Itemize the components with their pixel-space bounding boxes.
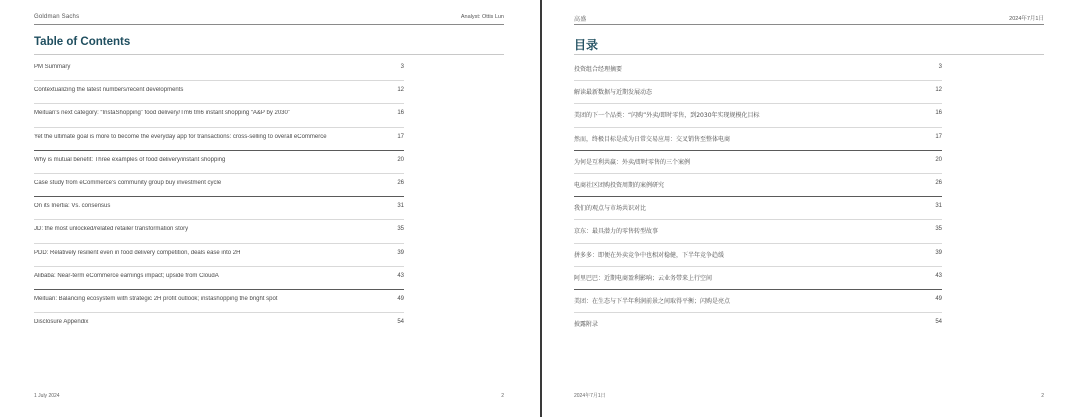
toc-item-label: 我们的观点与市场共识对比 bbox=[574, 205, 647, 213]
toc-item-label: 京东：最具潜力的零售转型故事 bbox=[574, 228, 659, 236]
toc-item-label: Meituan: Balancing ecosystem with strategic 2H profit outlook; instashopping the bright spot bbox=[34, 295, 278, 302]
toc-item-label: 然而，终极目标是成为日常交易应用：交叉销售至整体电商 bbox=[574, 135, 731, 143]
toc-item[interactable] bbox=[34, 151, 404, 174]
toc-item-page: 54 bbox=[397, 319, 404, 326]
header-date: 2024年7月1日 bbox=[1009, 16, 1044, 22]
toc-item[interactable] bbox=[34, 128, 404, 151]
header-rule bbox=[574, 24, 1044, 25]
toc-item[interactable] bbox=[34, 197, 404, 220]
toc-item[interactable] bbox=[34, 81, 404, 104]
toc-item-label: Alibaba: Near-term eCommerce earnings impact; upside from CloudA bbox=[34, 272, 219, 279]
toc-item-page: 49 bbox=[397, 295, 404, 302]
toc-item-page: 31 bbox=[397, 203, 404, 210]
footer-page-number: 2 bbox=[1041, 393, 1044, 399]
toc-item-label: 为何是互利共赢：外卖/即时零售的三个案例 bbox=[574, 158, 691, 166]
toc-item-label: Disclosure Appendix bbox=[34, 319, 89, 326]
toc-item-label: 美团：在生态与下半年利润前景之间取得平衡；闪购是亮点 bbox=[574, 297, 731, 305]
toc-item-page: 26 bbox=[397, 179, 404, 186]
footer-page-number: 2 bbox=[501, 393, 504, 399]
toc-item-page: 31 bbox=[935, 203, 942, 210]
toc-item[interactable] bbox=[34, 267, 404, 290]
toc-item-page: 39 bbox=[397, 249, 404, 256]
toc-item-label: 拼多多：即便在外卖竞争中也相对稳健，下半年竞争趋缓 bbox=[574, 251, 725, 259]
toc-item[interactable] bbox=[574, 220, 942, 243]
toc-item-page: 12 bbox=[397, 87, 404, 94]
toc-item[interactable] bbox=[34, 58, 404, 81]
toc-item[interactable] bbox=[574, 290, 942, 313]
toc-item[interactable] bbox=[574, 151, 942, 174]
toc-item-label: Case study from eCommerce's community group buy investment cycle bbox=[34, 179, 222, 186]
toc-item-page: 12 bbox=[935, 87, 942, 94]
toc-item-label: On its Inertia: Vs. consensus bbox=[34, 203, 111, 210]
toc-item-page: 49 bbox=[935, 295, 942, 302]
toc-item-page: 17 bbox=[935, 133, 942, 140]
toc-item-label: 电商社区团购投资周期的案例研究 bbox=[574, 181, 665, 189]
toc-item[interactable] bbox=[34, 220, 404, 243]
toc-item-page: 3 bbox=[400, 64, 404, 70]
toc-item-page: 26 bbox=[935, 179, 942, 186]
toc-item[interactable] bbox=[574, 174, 942, 197]
toc-item[interactable] bbox=[574, 81, 942, 104]
toc-item[interactable] bbox=[574, 197, 942, 220]
toc-item-label: PDD: Relatively resilient even in food delivery competition, deals ease into 2H bbox=[34, 249, 241, 256]
toc-item[interactable] bbox=[574, 267, 942, 290]
toc-item-page: 39 bbox=[935, 249, 942, 256]
chinese-page bbox=[542, 0, 1080, 417]
toc-item-page: 43 bbox=[397, 272, 404, 279]
toc-list bbox=[574, 58, 942, 336]
toc-item[interactable] bbox=[574, 313, 942, 336]
toc-item[interactable] bbox=[34, 290, 404, 313]
toc-item[interactable] bbox=[34, 244, 404, 267]
toc-item-label: Yet the ultimate goal is more to become the everyday app for transactions: cross-selling to overall eCommerce bbox=[34, 133, 327, 140]
toc-item-label: 投资组合经理摘要 bbox=[574, 66, 623, 73]
toc-item[interactable] bbox=[574, 58, 942, 81]
toc-item-label: JD: the most unlocked/related retailer transformation story bbox=[34, 226, 189, 233]
toc-item-page: 35 bbox=[397, 226, 404, 233]
toc-item-page: 3 bbox=[938, 64, 942, 70]
toc-item-page: 54 bbox=[935, 319, 942, 326]
toc-item-page: 17 bbox=[397, 133, 404, 140]
toc-item-label: 美团的下一个品类：“闪购”外卖/即时零售，到2030年实现规模化目标 bbox=[574, 112, 760, 120]
title-rule bbox=[574, 54, 1044, 55]
toc-item-label: Why is mutual benefit: Three examples of food delivery/instant shopping bbox=[34, 156, 226, 163]
header-brand: Goldman Sachs bbox=[34, 14, 80, 20]
footer-date: 2024年7月1日 bbox=[574, 393, 606, 399]
toc-item-label: 披露附录 bbox=[574, 321, 599, 329]
toc-item-page: 43 bbox=[935, 272, 942, 279]
toc-list bbox=[34, 58, 404, 336]
header-analyst: Analyst: Ottis Lun bbox=[460, 14, 504, 20]
toc-item-label: 解读最新数据与近期发展动态 bbox=[574, 89, 653, 97]
header-brand: 高盛 bbox=[574, 17, 587, 23]
toc-item[interactable] bbox=[34, 313, 404, 336]
toc-item[interactable] bbox=[574, 244, 942, 267]
toc-item-label: Contextualizing the latest numbers/recent developments bbox=[34, 87, 184, 94]
toc-item[interactable] bbox=[574, 128, 942, 151]
toc-item-label: 阿里巴巴：近期电商盈利影响；云业务带来上行空间 bbox=[574, 274, 713, 282]
toc-item-page: 35 bbox=[935, 226, 942, 233]
toc-item-label: PM Summary bbox=[34, 64, 71, 70]
toc-item-page: 16 bbox=[935, 110, 942, 117]
toc-item-label: Meituan's next category: “InstaShopping” food delivery/Tm6 tm6 instant shopping “A&P by 2030” bbox=[34, 110, 290, 117]
toc-item-page: 16 bbox=[397, 110, 404, 117]
footer-date: 1 July 2024 bbox=[34, 393, 60, 399]
page-title: Table of Contents bbox=[34, 36, 131, 48]
title-rule bbox=[34, 54, 504, 55]
toc-item[interactable] bbox=[34, 104, 404, 127]
toc-item-page: 20 bbox=[935, 156, 942, 163]
toc-item-page: 20 bbox=[397, 156, 404, 163]
page-title: 目录 bbox=[574, 38, 599, 52]
toc-item[interactable] bbox=[34, 174, 404, 197]
header-rule bbox=[34, 24, 504, 25]
toc-item[interactable] bbox=[574, 104, 942, 127]
